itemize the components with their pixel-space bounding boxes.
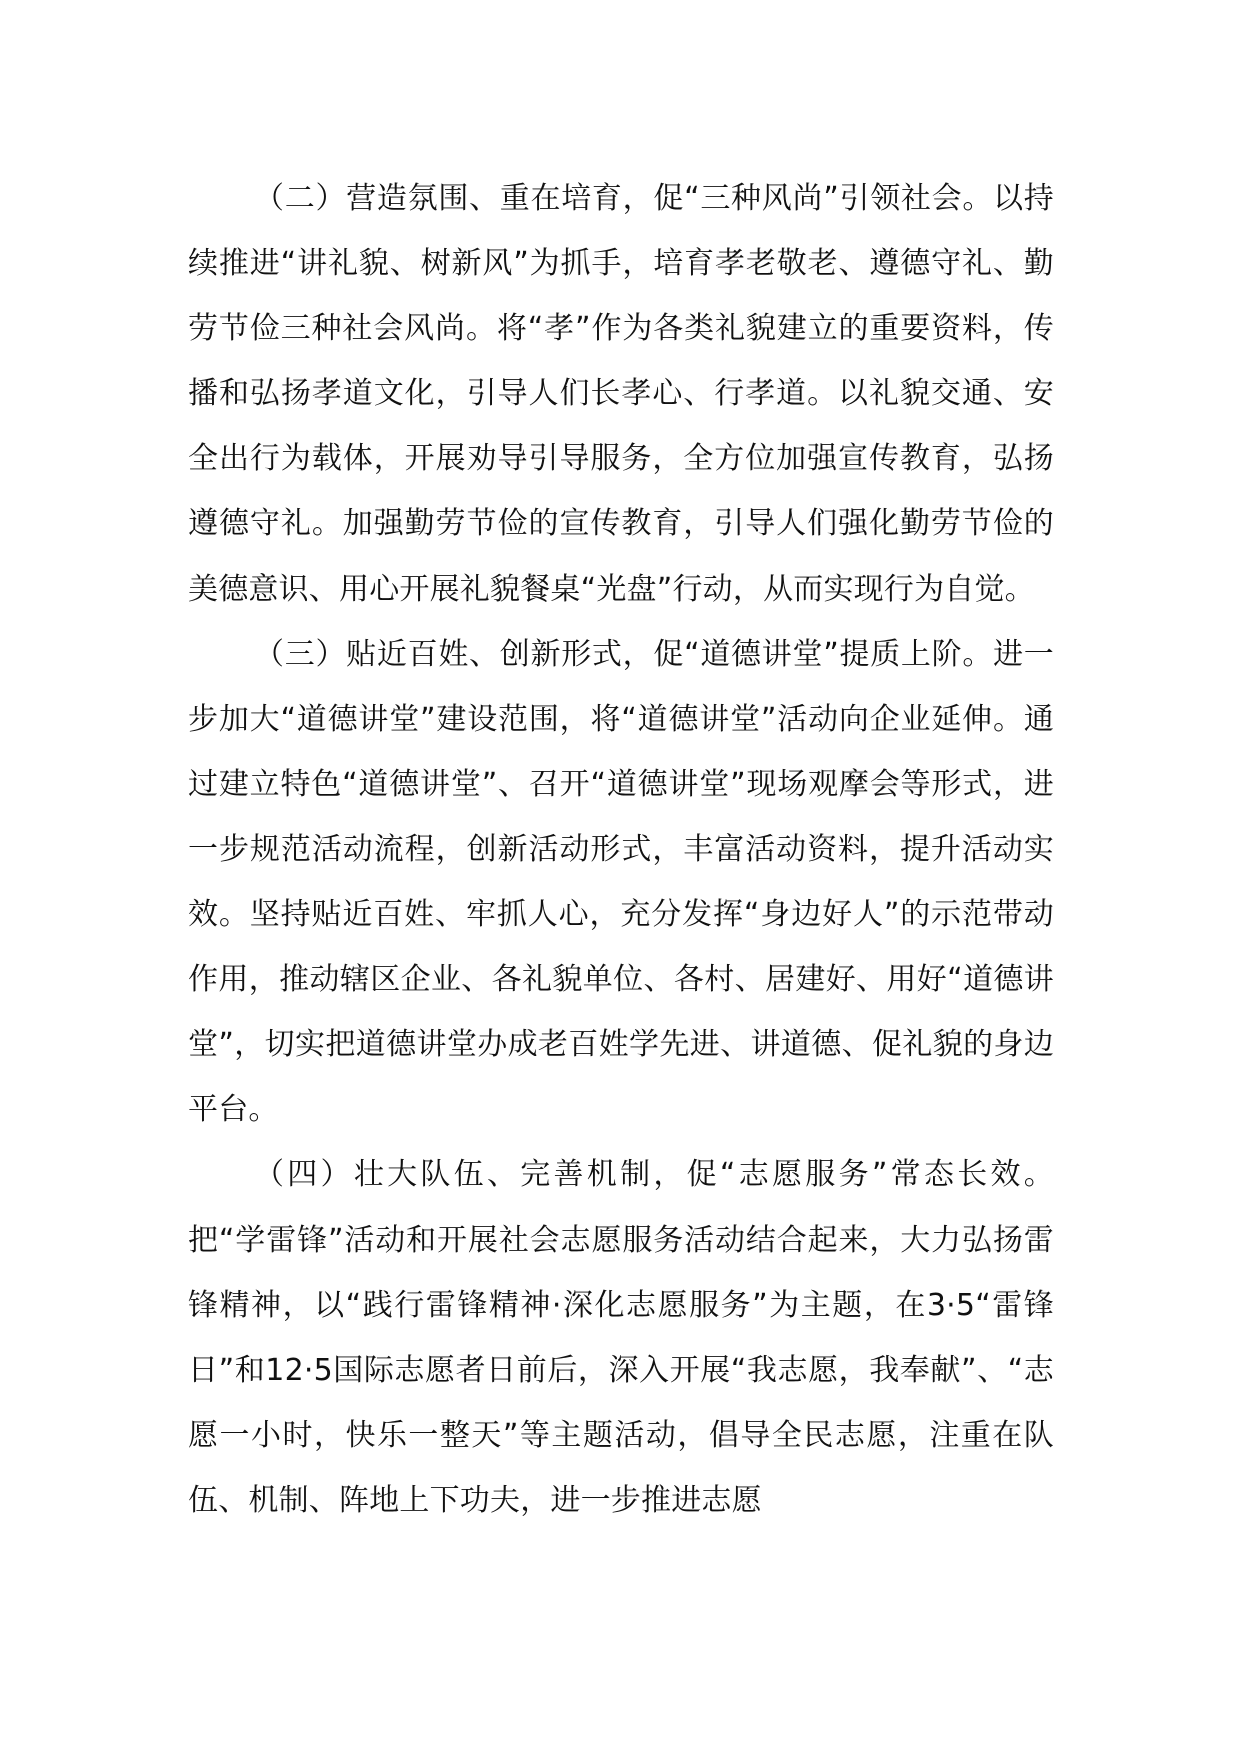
paragraph-section-3: （三）贴近百姓、创新形式，促“道德讲堂”提质上阶。进一步加大“道德讲堂”建设范围，将“道德讲堂”活动向企业延伸。通过建立特色“道德讲堂”、召开“道德讲堂”现场观摩会等形式，进一步规范活动流程，创新活动形式，丰富活动资料，提升活动实效。坚持贴近百姓、牢抓人心，充分发挥“身边好人”的示范带动作用，推动辖区企业、各礼貌单位、各村、居建好、用好“道德讲堂”，切实把道德讲堂办成老百姓学先进、讲道德、促礼貌的身边平台。 — [188, 636, 1054, 1128]
document-body — [188, 166, 1054, 1533]
paragraph-section-4: （四）壮大队伍、完善机制，促“志愿服务”常态长效。把“学雷锋”活动和开展社会志愿服务活动结合起来，大力弘扬雷锋精神，以“践行雷锋精神·深化志愿服务”为主题，在3·5“雷锋日”和12·5国际志愿者日前后，深入开展“我志愿，我奉献”、“志愿一小时，快乐一整天”等主题活动，倡导全民志愿，注重在队伍、机制、阵地上下功夫，进一步推进志愿 — [188, 1157, 1054, 1518]
paragraph-section-2: （二）营造氛围、重在培育，促“三种风尚”引领社会。以持续推进“讲礼貌、树新风”为抓手，培育孝老敬老、遵德守礼、勤劳节俭三种社会风尚。将“孝”作为各类礼貌建立的重要资料，传播和弘扬孝道文化，引导人们长孝心、行孝道。以礼貌交通、安全出行为载体，开展劝导引导服务，全方位加强宣传教育，弘扬遵德守礼。加强勤劳节俭的宣传教育，引导人们强化勤劳节俭的美德意识、用心开展礼貌餐桌“光盘”行动，从而实现行为自觉。 — [188, 181, 1054, 607]
